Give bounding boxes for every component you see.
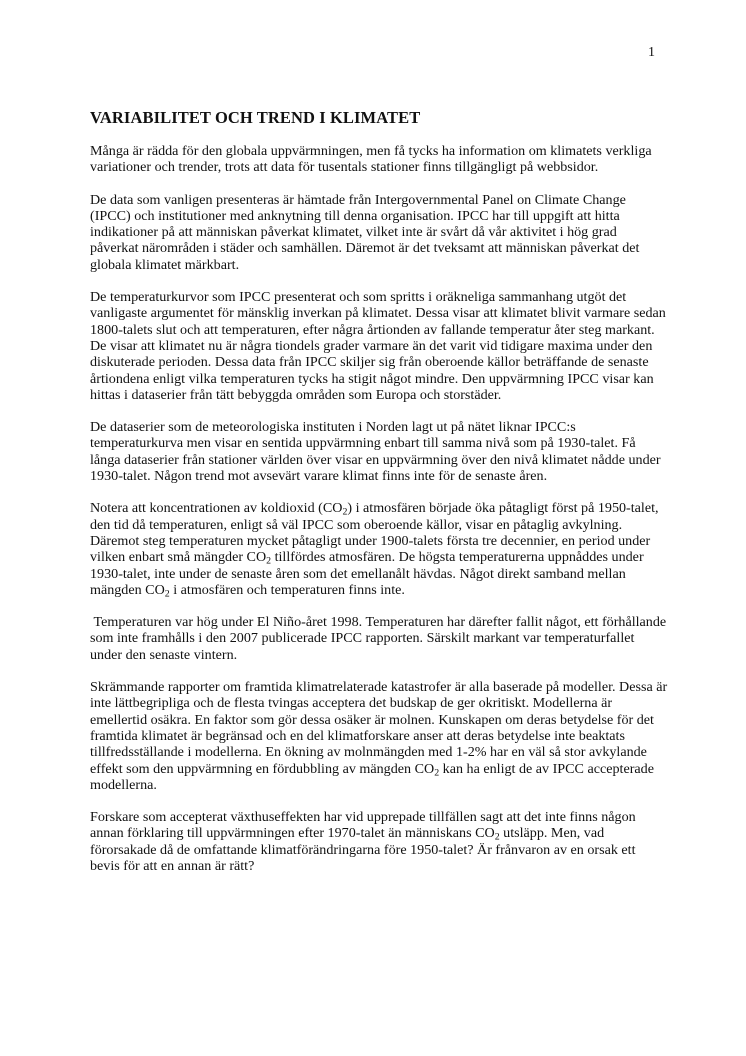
paragraph-text: De temperaturkurvor som IPCC presenterat och som spritts i oräkneliga sammanhang utgöt det vanligaste argumentet för mänsklig inverkan på klimatet. Dessa visar att klimatet blivit varmare sedan 1800-talets slut och att temperaturen, efter några årtionden av fallande temperatur åter steg markant. De visar att klimatet nu är några tiondels grader varmare än det varit vid tidigare maxima under den diskuterade perioden. Dessa data från IPCC skiljer sig från oberoende källor beträffande de senaste årtiondena enligt vilka temperaturen tycks ha stigit något mindre. Den uppvärmning IPCC visar kan hittas i dataserier från tätt bebyggda områden som Europa och storstäder.: [90, 289, 666, 403]
paragraph-text: Skrämmande rapporter om framtida klimatrelaterade katastrofer är alla baserade på modeller. Dessa är inte lättbegripliga och de flesta tvingas acceptera det budskap de ger okritiskt. Modellerna är emellertid osäkra. En faktor som gör dessa osäker är molnen. Kunskapen om deras betydelse för det framtida klimatet är begränsad och en del klimatforskare anser att deras betydelse inte beaktats tillfredsställande i modellerna. En ökning av molnmängden med 1-2% har en väl så stor avkylande effekt som den uppvärmning en fördubbling av mängden CO: [90, 679, 668, 777]
subscript-text: 2: [266, 555, 272, 567]
subscript-text: 2: [342, 506, 348, 518]
paragraph-text: Temperaturen var hög under El Niño-året 1998. Temperaturen har därefter fallit något, ett förhållande som inte framhålls i den 2007 publicerade IPCC rapporten. Särskilt markant var temperaturfallet under den senaste vintern.: [90, 614, 667, 663]
subscript-text: 2: [164, 588, 170, 600]
document-body: [90, 143, 668, 890]
paragraph-text: tillfördes atmosfären. De högsta temperaturerna uppnåddes under 1930-talet, inte under de senaste åren som det emellanålt hävdas. Något direkt samband mellan mängden CO: [90, 549, 644, 598]
body-paragraph: [90, 614, 668, 663]
paragraph-text: Notera att koncentrationen av koldioxid (CO: [90, 500, 343, 517]
body-paragraph: [90, 192, 668, 273]
body-paragraph: [90, 679, 668, 793]
body-paragraph: [90, 500, 668, 598]
paragraph-text: Många är rädda för den globala uppvärmningen, men få tycks ha information om klimatets verkliga variationer och trender, trots att data för tusentals stationer finns tillgängligt på webbsidor.: [90, 143, 652, 176]
paragraph-text: De data som vanligen presenteras är hämtade från Intergovernmental Panel on Climate Change (IPCC) och institutioner med anknytning till denna organisation. IPCC har till uppgift att hitta indikationer på att människan påverkat klimatet, vilket inte är svårt då vår aktivitet i hög grad påverkat närområden i städer och samhällen. Däremot är det tveksamt att människan påverkat det globala klimatet märkbart.: [90, 191, 640, 273]
paragraph-text: ) i atmosfären började öka påtagligt först på 1950-talet, den tid då temperaturen, enligt så väl IPCC som oberoende källor, visar en påtaglig avkylning. Däremot steg temperaturen mycket påtagligt under 1900-talets första tre decennier, en period under vilken enbart små mängder CO: [90, 500, 659, 566]
paragraph-text: De dataserier som de meteorologiska instituten i Norden lagt ut på nätet liknar IPCC:s temperaturkurva men visar en sentida uppvärmning enbart till samma nivå som på 1930-talet. Få långa dataserier från stationer världen över visar en uppvärmning över den nivå klimatet nådde under 1930-talet. Någon trend mot avsevärt varare klimat finns inte för de senaste åren.: [90, 419, 661, 485]
paragraph-text: Forskare som accepterat växthuseffekten har vid upprepade tillfällen sagt att det inte finns någon annan förklaring till uppvärmningen efter 1970-talet än människans CO: [90, 809, 636, 842]
paragraph-text: kan ha enligt de av IPCC accepterade modellerna.: [90, 760, 654, 793]
paragraph-text: utsläpp. Men, vad förorsakade då de omfattande klimatförändringarna före 1950-talet? Är frånvaron av en orsak ett bevis för att en annan är rätt?: [90, 825, 636, 874]
body-paragraph: [90, 289, 668, 403]
document-title: VARIABILITET OCH TREND I KLIMATET: [90, 108, 421, 127]
page-number: 1: [648, 45, 655, 60]
subscript-text: 2: [434, 766, 440, 778]
body-paragraph: [90, 143, 668, 176]
paragraph-text: i atmosfären och temperaturen finns inte.: [169, 581, 405, 598]
body-paragraph: [90, 809, 668, 874]
body-paragraph: [90, 419, 668, 484]
subscript-text: 2: [494, 831, 500, 843]
